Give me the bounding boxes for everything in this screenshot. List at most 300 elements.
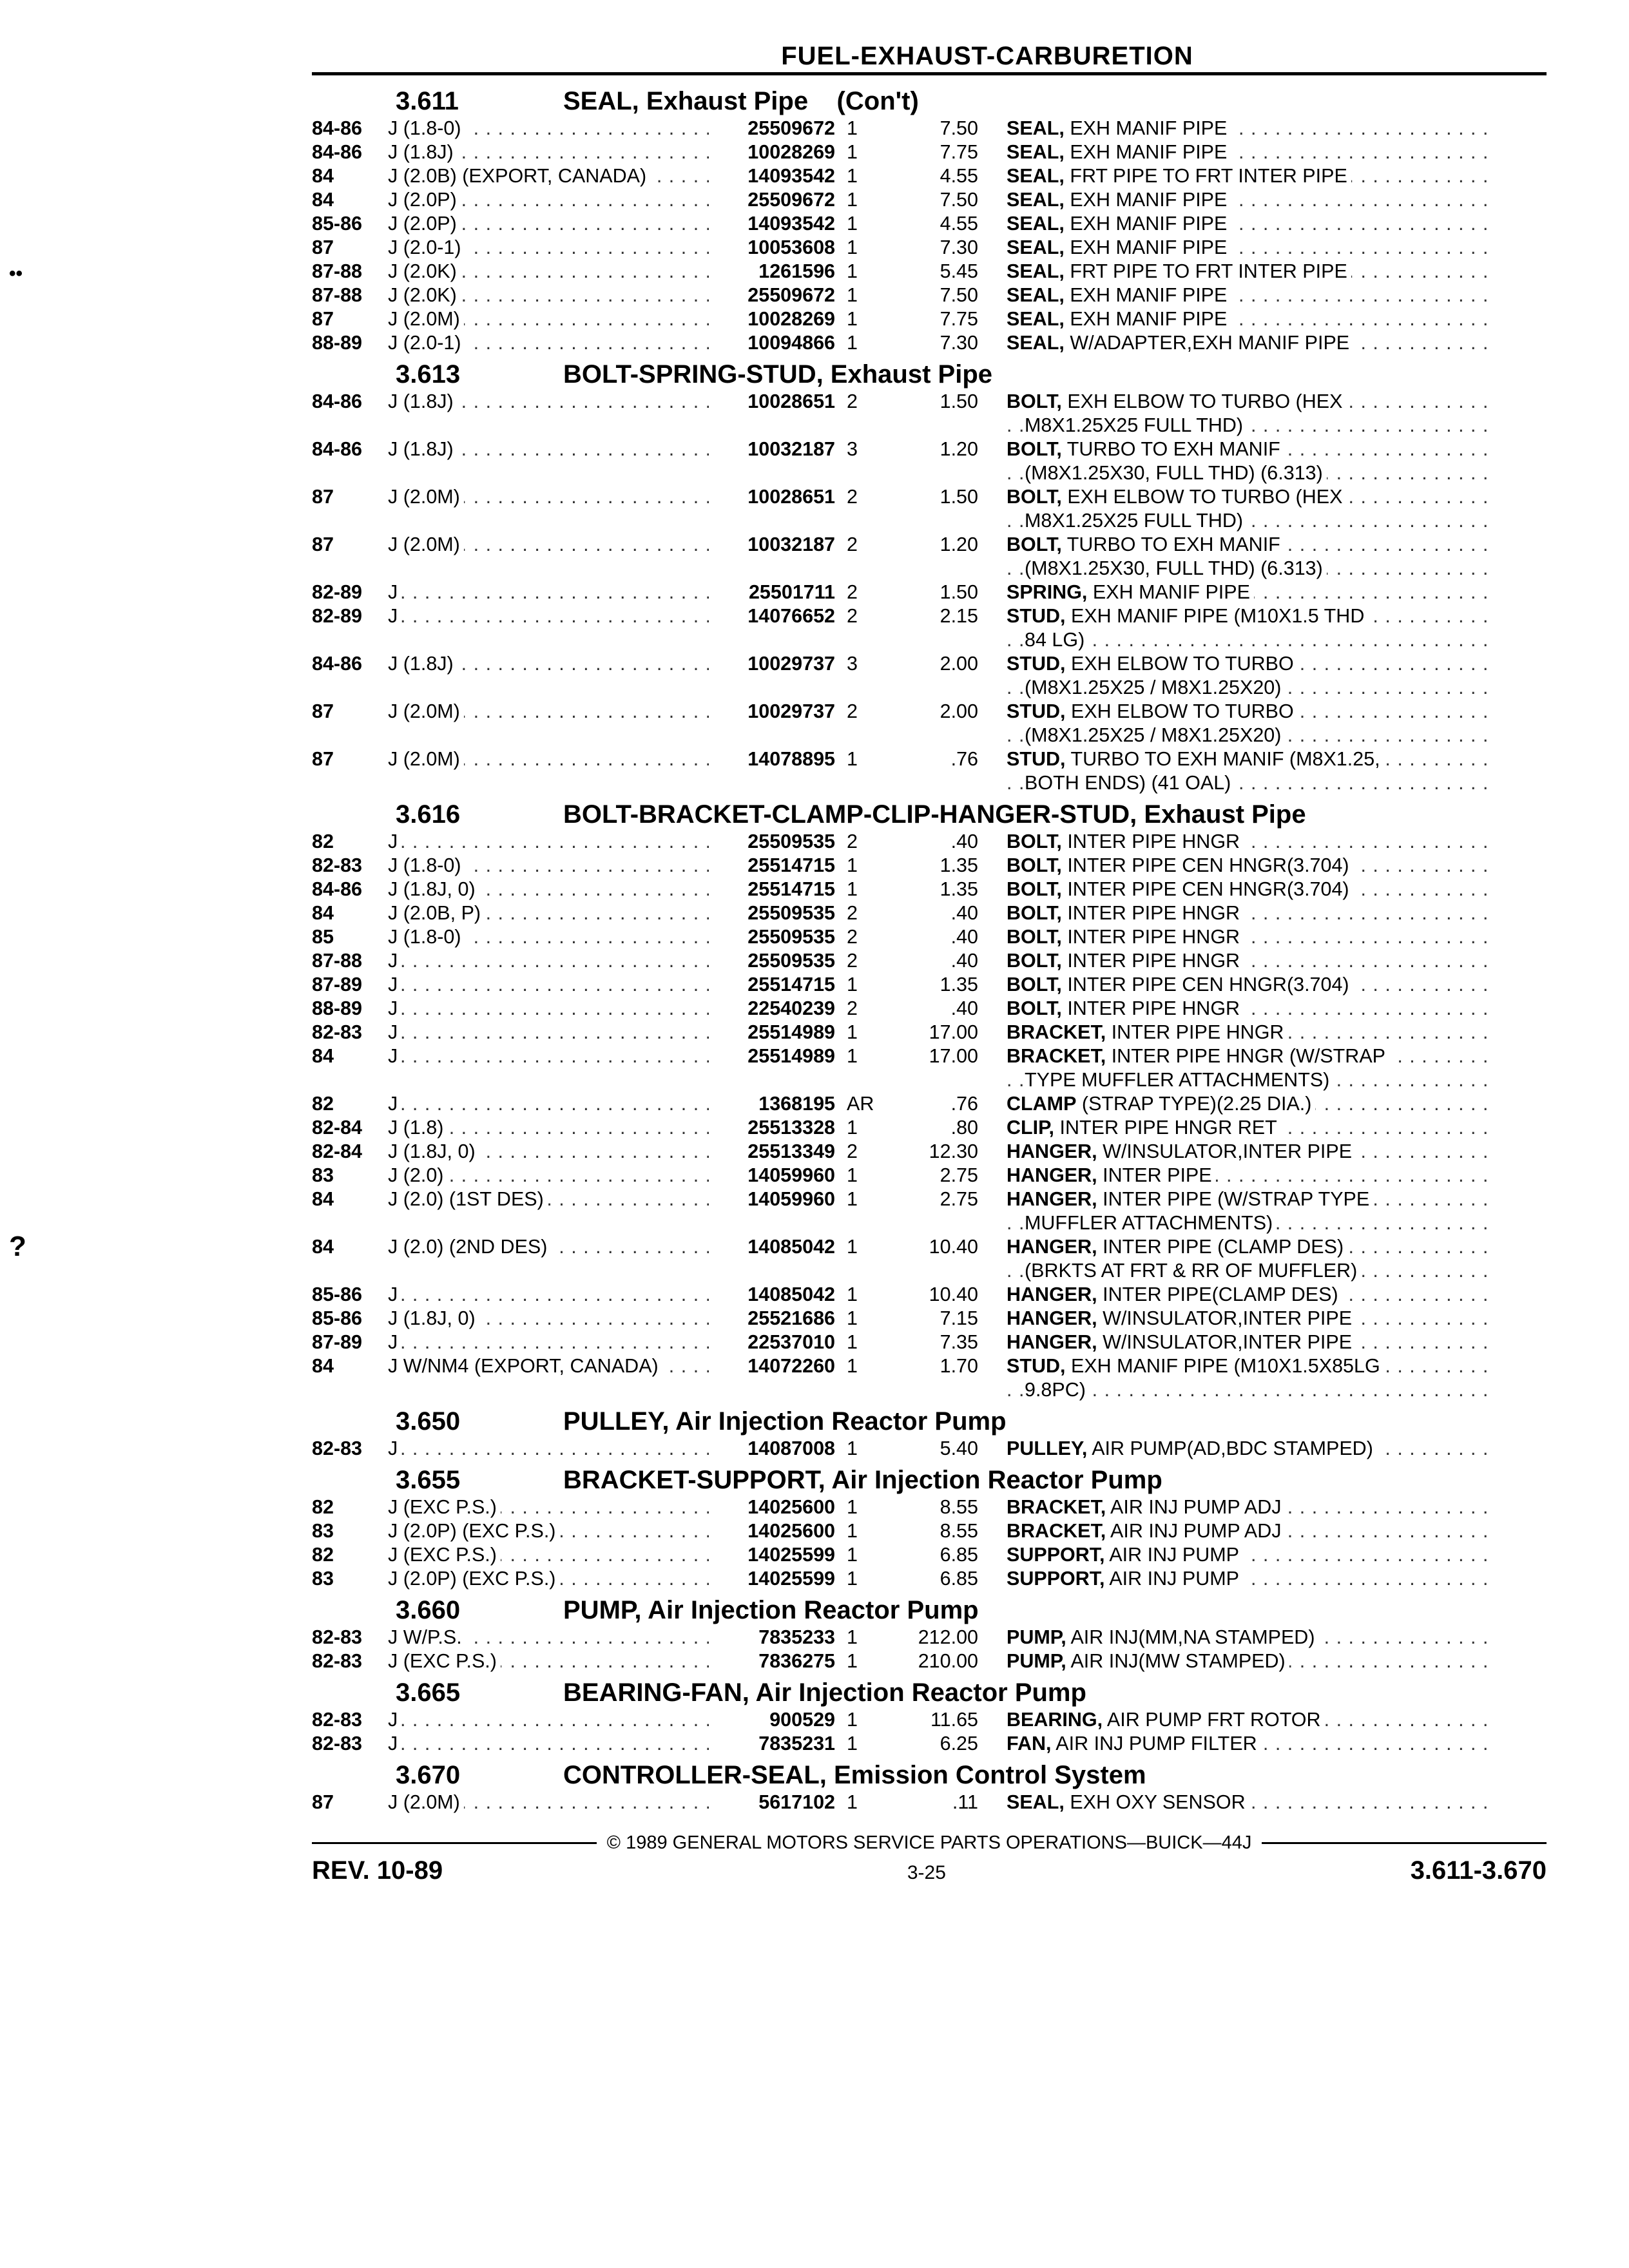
model-application: [388, 747, 709, 771]
description-detail: AIR INJ PUMP: [1109, 1568, 1239, 1590]
list-price: 7.50: [940, 284, 978, 306]
model-application: [388, 236, 709, 260]
quantity: 1: [847, 141, 858, 163]
section-number: 3.665: [396, 1678, 461, 1707]
description-keyword: PUMP,: [1007, 1650, 1066, 1672]
description-text: [1025, 772, 1235, 794]
description-keyword: BOLT,: [1007, 950, 1062, 972]
description-detail: INTER PIPE HNGR: [1067, 926, 1240, 948]
description-line: [1007, 1354, 1496, 1378]
description-line: [1007, 1543, 1496, 1567]
part-number: 25514715: [709, 973, 835, 997]
part-row: [312, 1626, 1547, 1649]
description: [1007, 700, 1496, 747]
description-text: [1007, 1093, 1315, 1115]
description: [1007, 581, 1496, 604]
part-row: [312, 331, 1547, 355]
description-line: [1007, 557, 1496, 581]
description-detail: AIR INJ PUMP FILTER: [1055, 1733, 1257, 1754]
model-application: [388, 390, 709, 414]
part-number: 25521686: [709, 1307, 835, 1331]
model-years: 87: [312, 700, 334, 722]
description-keyword: CLIP,: [1007, 1117, 1055, 1139]
part-number: 10053608: [709, 236, 835, 260]
description: [1007, 1140, 1496, 1164]
description: [1007, 854, 1496, 878]
description-keyword: BRACKET,: [1007, 1045, 1106, 1067]
list-price: 7.15: [940, 1307, 978, 1329]
quantity: 1: [847, 1733, 858, 1754]
description-detail: INTER PIPE(CLAMP DES): [1103, 1283, 1338, 1305]
part-row: [312, 747, 1547, 795]
quantity: 1: [847, 1045, 858, 1067]
model-code: J: [388, 974, 401, 995]
description-detail: FRT PIPE TO FRT INTER PIPE: [1070, 165, 1347, 187]
model-code: J (EXC P.S.): [388, 1650, 501, 1672]
description-detail: EXH ELBOW TO TURBO (HEX: [1067, 390, 1343, 412]
part-row: [312, 830, 1547, 854]
description-keyword: BOLT,: [1007, 533, 1062, 555]
model-application: [388, 1044, 709, 1068]
description-line: [1007, 901, 1496, 925]
list-price: 8.55: [940, 1496, 978, 1518]
description-line: [1007, 1259, 1496, 1283]
description-detail: EXH MANIF PIPE: [1070, 284, 1228, 306]
model-application: [388, 1519, 709, 1543]
section-title: CONTROLLER-SEAL, Emission Control System: [563, 1761, 1146, 1789]
description-line: [1007, 628, 1496, 652]
description-detail: TYPE MUFFLER ATTACHMENTS): [1025, 1069, 1330, 1091]
description-detail: (STRAP TYPE)(2.25 DIA.): [1081, 1093, 1312, 1115]
description-line: [1007, 1140, 1496, 1164]
description: [1007, 1116, 1496, 1140]
model-code: J (2.0K): [388, 260, 461, 282]
part-number: 14025600: [709, 1495, 835, 1519]
model-application: [388, 973, 709, 997]
description-text: [1007, 332, 1353, 354]
description-text: [1025, 414, 1247, 436]
part-number: 25514715: [709, 854, 835, 878]
model-years: 87-89: [312, 1331, 363, 1353]
description-text: [1007, 1331, 1356, 1353]
model-years: 87: [312, 533, 334, 555]
model-years: 84-86: [312, 141, 363, 163]
description: [1007, 1092, 1496, 1116]
part-number: 1368195: [709, 1092, 835, 1116]
description-line: [1007, 390, 1496, 414]
list-price: 7.50: [940, 189, 978, 211]
description-line: [1007, 1044, 1496, 1068]
list-price: 212.00: [918, 1626, 978, 1648]
description-detail: TURBO TO EXH MANIF: [1066, 438, 1280, 460]
description-text: [1007, 748, 1384, 770]
description: [1007, 1354, 1496, 1402]
list-price: 7.50: [940, 117, 978, 139]
model-code: J: [388, 831, 401, 852]
part-row: [312, 1791, 1547, 1814]
model-code: J: [388, 605, 401, 627]
description-detail: EXH MANIF PIPE: [1070, 189, 1228, 211]
model-years: 85-86: [312, 213, 363, 235]
model-application: [388, 1732, 709, 1756]
description-text: [1025, 462, 1327, 484]
model-application: [388, 1092, 709, 1116]
description: [1007, 437, 1496, 485]
list-price: 6.85: [940, 1568, 978, 1590]
list-price: .76: [950, 1093, 978, 1115]
list-price: 1.50: [940, 486, 978, 508]
list-price: .40: [950, 926, 978, 948]
description: [1007, 1732, 1496, 1756]
description-text: [1007, 438, 1284, 460]
description-detail: TURBO TO EXH MANIF: [1066, 533, 1280, 555]
list-price: 5.40: [940, 1437, 978, 1459]
description-line: [1007, 1307, 1496, 1331]
part-number: 25501711: [709, 581, 835, 604]
model-application: [388, 188, 709, 212]
section-header: [312, 1595, 1547, 1626]
model-code: J: [388, 950, 401, 972]
description-keyword: SUPPORT,: [1007, 1544, 1105, 1566]
description-keyword: HANGER,: [1007, 1307, 1097, 1329]
description-line: [1007, 1495, 1496, 1519]
model-application: [388, 1567, 709, 1591]
description-text: [1007, 236, 1231, 258]
description-text: [1025, 629, 1088, 651]
description: [1007, 1649, 1496, 1673]
model-code: J (EXC P.S.): [388, 1544, 501, 1566]
model-years: 82-83: [312, 854, 363, 876]
section-header: [312, 1760, 1547, 1791]
description-line: [1007, 997, 1496, 1021]
list-price: 10.40: [929, 1236, 978, 1258]
part-row: [312, 1092, 1547, 1116]
description-line: [1007, 1235, 1496, 1259]
part-row: [312, 1567, 1547, 1591]
section-title: SEAL, Exhaust Pipe (Con't): [563, 87, 919, 115]
list-price: 2.15: [940, 605, 978, 627]
footer-bottom: [312, 1856, 1547, 1885]
description-text: [1007, 1520, 1286, 1542]
quantity: 1: [847, 1709, 858, 1731]
part-row: [312, 604, 1547, 652]
section-number: 3.660: [396, 1596, 461, 1624]
model-application: [388, 1140, 709, 1164]
part-number: 14093542: [709, 212, 835, 236]
description-detail: W/INSULATOR,INTER PIPE: [1103, 1307, 1353, 1329]
description-detail: AIR INJ(MW STAMPED): [1070, 1650, 1286, 1672]
part-number: 25513328: [709, 1116, 835, 1140]
description-text: [1007, 117, 1231, 139]
description-detail: 9.8PC): [1025, 1379, 1086, 1401]
model-years: 87: [312, 1791, 334, 1813]
description: [1007, 652, 1496, 700]
model-years: 82: [312, 831, 334, 852]
description-detail: (M8X1.25X25 / M8X1.25X20): [1025, 724, 1282, 746]
section-number: 3.611: [396, 87, 459, 115]
quantity: 1: [847, 1544, 858, 1566]
description: [1007, 604, 1496, 652]
model-application: [388, 212, 709, 236]
model-application: [388, 533, 709, 557]
description-text: [1025, 557, 1327, 579]
description-keyword: SEAL,: [1007, 141, 1065, 163]
part-row: [312, 533, 1547, 581]
description-line: [1007, 236, 1496, 260]
model-application: [388, 485, 709, 509]
description-keyword: BRACKET,: [1007, 1496, 1106, 1518]
model-application: [388, 117, 709, 140]
description: [1007, 1283, 1496, 1307]
list-price: 7.30: [940, 332, 978, 354]
list-price: .40: [950, 950, 978, 972]
part-row: [312, 284, 1547, 307]
description-detail: INTER PIPE (W/STRAP TYPE: [1103, 1188, 1370, 1210]
description-text: [1007, 831, 1244, 852]
quantity: 2: [847, 390, 858, 412]
quantity: 2: [847, 700, 858, 722]
description-keyword: PULLEY,: [1007, 1437, 1088, 1459]
model-years: 88-89: [312, 997, 363, 1019]
part-number: 14025600: [709, 1519, 835, 1543]
description-keyword: SEAL,: [1007, 189, 1065, 211]
description-line: [1007, 1519, 1496, 1543]
model-application: [388, 1708, 709, 1732]
description-detail: INTER PIPE HNGR: [1067, 997, 1240, 1019]
description-keyword: SEAL,: [1007, 117, 1065, 139]
description-text: [1007, 189, 1231, 211]
description-keyword: SEAL,: [1007, 332, 1065, 354]
quantity: 1: [847, 189, 858, 211]
section-header: [312, 86, 1547, 117]
description-text: [1007, 1307, 1356, 1329]
list-price: 1.35: [940, 974, 978, 995]
model-code: J (2.0) (1ST DES): [388, 1188, 548, 1210]
description-text: [1007, 902, 1244, 924]
description: [1007, 188, 1496, 212]
description-text: [1007, 1626, 1318, 1648]
description-text: [1025, 724, 1285, 746]
description-detail: INTER PIPE CEN HNGR(3.704): [1067, 974, 1349, 995]
description-line: [1007, 437, 1496, 461]
quantity: 1: [847, 974, 858, 995]
parts-sections: [312, 86, 1547, 1814]
quantity: 1: [847, 1496, 858, 1518]
description-line: [1007, 878, 1496, 901]
section-title: PUMP, Air Injection Reactor Pump: [563, 1596, 979, 1624]
description-line: [1007, 284, 1496, 307]
model-application: [388, 307, 709, 331]
part-row: [312, 188, 1547, 212]
model-years: 82-83: [312, 1021, 363, 1043]
model-application: [388, 1437, 709, 1461]
list-price: 6.25: [940, 1733, 978, 1754]
description-text: [1007, 213, 1231, 235]
quantity: 2: [847, 902, 858, 924]
description-detail: FRT PIPE TO FRT INTER PIPE: [1070, 260, 1347, 282]
part-row: [312, 1116, 1547, 1140]
section-number: 3.616: [396, 800, 461, 829]
description-line: [1007, 973, 1496, 997]
model-code: J (2.0P): [388, 213, 461, 235]
list-price: 17.00: [929, 1021, 978, 1043]
model-code: J: [388, 1093, 401, 1115]
description: [1007, 973, 1496, 997]
part-number: 25509535: [709, 830, 835, 854]
description-keyword: STUD,: [1007, 748, 1066, 770]
description-line: [1007, 1626, 1496, 1649]
model-application: [388, 901, 709, 925]
page-number: 3-25: [907, 1862, 946, 1883]
description: [1007, 878, 1496, 901]
model-code: J (1.8J): [388, 438, 458, 460]
quantity: 2: [847, 486, 858, 508]
part-row: [312, 1283, 1547, 1307]
description-line: [1007, 164, 1496, 188]
description-text: [1007, 390, 1346, 412]
description-detail: EXH MANIF PIPE: [1070, 236, 1228, 258]
description-keyword: HANGER,: [1007, 1283, 1097, 1305]
description-keyword: SEAL,: [1007, 213, 1065, 235]
description-line: [1007, 1211, 1496, 1235]
description-text: [1025, 677, 1285, 698]
footer-rule-left: [312, 1842, 597, 1844]
model-application: [388, 604, 709, 628]
description-text: [1007, 926, 1244, 948]
part-row: [312, 1021, 1547, 1044]
part-number: 14093542: [709, 164, 835, 188]
quantity: 1: [847, 854, 858, 876]
quantity: 1: [847, 1236, 858, 1258]
quantity: 1: [847, 165, 858, 187]
part-row: [312, 390, 1547, 437]
description-line: [1007, 1791, 1496, 1814]
quantity: 2: [847, 605, 858, 627]
model-years: 84-86: [312, 117, 363, 139]
model-code: J: [388, 1283, 401, 1305]
description-text: [1025, 1379, 1090, 1401]
description: [1007, 1708, 1496, 1732]
description-keyword: BOLT,: [1007, 854, 1062, 876]
model-years: 82: [312, 1496, 334, 1518]
quantity: AR: [847, 1093, 874, 1115]
part-row: [312, 1331, 1547, 1354]
quantity: 2: [847, 533, 858, 555]
description-detail: EXH ELBOW TO TURBO (HEX: [1067, 486, 1343, 508]
description-detail: INTER PIPE HNGR: [1067, 950, 1240, 972]
description-detail: (M8X1.25X30, FULL THD) (6.313): [1025, 462, 1323, 484]
description-text: [1007, 1733, 1261, 1754]
description-keyword: BRACKET,: [1007, 1520, 1106, 1542]
description-text: [1007, 1791, 1249, 1813]
description-line: [1007, 700, 1496, 724]
description: [1007, 1235, 1496, 1283]
description-line: [1007, 724, 1496, 747]
description-detail: EXH MANIF PIPE: [1070, 117, 1228, 139]
description-detail: M8X1.25X25 FULL THD): [1025, 414, 1244, 436]
model-years: 85-86: [312, 1283, 363, 1305]
description-line: [1007, 1021, 1496, 1044]
model-application: [388, 1495, 709, 1519]
quantity: 1: [847, 1626, 858, 1648]
part-number: 14025599: [709, 1543, 835, 1567]
description-text: [1025, 1260, 1361, 1282]
description-keyword: STUD,: [1007, 653, 1066, 675]
list-price: 1.20: [940, 533, 978, 555]
section-title: BEARING-FAN, Air Injection Reactor Pump: [563, 1678, 1086, 1707]
description-keyword: PUMP,: [1007, 1626, 1066, 1648]
model-application: [388, 437, 709, 461]
model-code: J: [388, 997, 401, 1019]
quantity: 1: [847, 1331, 858, 1353]
description-text: [1007, 141, 1231, 163]
part-number: 25509535: [709, 901, 835, 925]
margin-mark-top: ••: [9, 263, 23, 284]
description-line: [1007, 604, 1496, 628]
description: [1007, 331, 1496, 355]
part-row: [312, 700, 1547, 747]
description-text: [1007, 1650, 1289, 1672]
model-years: 82-83: [312, 1437, 363, 1459]
quantity: 2: [847, 831, 858, 852]
description-detail: W/ADAPTER,EXH MANIF PIPE: [1070, 332, 1350, 354]
description: [1007, 997, 1496, 1021]
description: [1007, 533, 1496, 581]
description-detail: AIR INJ PUMP ADJ: [1110, 1520, 1282, 1542]
model-years: 82-83: [312, 1733, 363, 1754]
description-line: [1007, 1068, 1496, 1092]
part-row: [312, 236, 1547, 260]
part-row: [312, 485, 1547, 533]
description-keyword: BOLT,: [1007, 997, 1062, 1019]
model-code: J (1.8J, 0): [388, 878, 479, 900]
part-row: [312, 997, 1547, 1021]
model-application: [388, 140, 709, 164]
description-detail: AIR INJ PUMP: [1109, 1544, 1239, 1566]
part-number: 7835233: [709, 1626, 835, 1649]
page-header-title: FUEL-EXHAUST-CARBURETION: [781, 42, 1193, 70]
description-keyword: SEAL,: [1007, 1791, 1065, 1813]
model-application: [388, 652, 709, 676]
part-row: [312, 949, 1547, 973]
model-code: J (2.0M): [388, 533, 464, 555]
model-years: 87: [312, 236, 334, 258]
model-code: J (1.8J): [388, 141, 458, 163]
description-line: [1007, 509, 1496, 533]
model-years: 82-83: [312, 1626, 363, 1648]
description-detail: INTER PIPE HNGR (W/STRAP: [1111, 1045, 1386, 1067]
model-code: J (1.8J): [388, 653, 458, 675]
model-application: [388, 949, 709, 973]
model-years: 84: [312, 1236, 334, 1258]
revision-label: REV. 10-89: [312, 1856, 443, 1885]
list-price: 2.75: [940, 1188, 978, 1210]
list-price: 10.40: [929, 1283, 978, 1305]
quantity: 1: [847, 1283, 858, 1305]
section-title: BRACKET-SUPPORT, Air Injection Reactor Pump: [563, 1466, 1162, 1494]
description-detail: INTER PIPE: [1103, 1164, 1212, 1186]
description: [1007, 260, 1496, 284]
description: [1007, 117, 1496, 140]
model-code: J (2.0M): [388, 308, 464, 330]
model-application: [388, 1164, 709, 1187]
part-row: [312, 212, 1547, 236]
model-years: 85: [312, 926, 334, 948]
section-header: [312, 359, 1547, 390]
catalog-page: [312, 41, 1547, 1885]
description-keyword: BOLT,: [1007, 486, 1062, 508]
description: [1007, 747, 1496, 795]
